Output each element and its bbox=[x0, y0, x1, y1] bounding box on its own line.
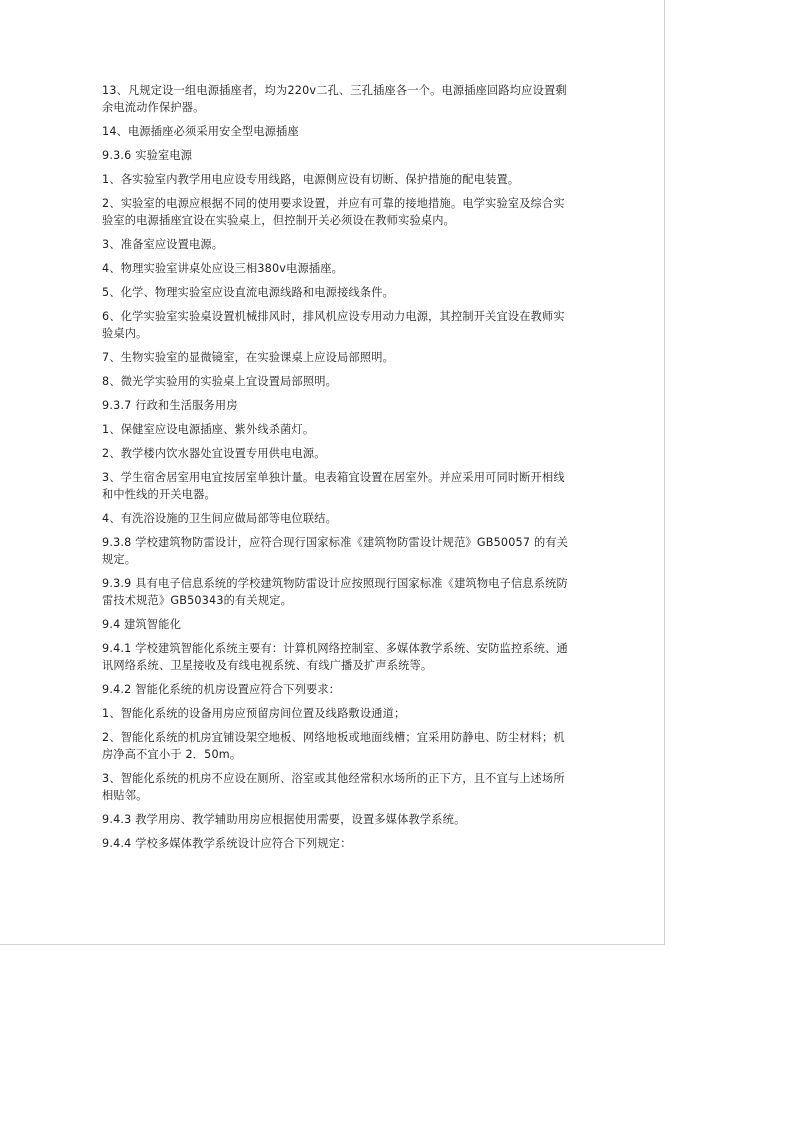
paragraph: 8、微光学实验用的实验桌上宜设置局部照明。 bbox=[102, 375, 338, 388]
section-heading: 9.3.7 行政和生活服务用房 bbox=[102, 399, 238, 412]
paragraph: 7、生物实验室的显微镜室，在实验课桌上应设局部照明。 bbox=[102, 351, 395, 364]
page-content bbox=[102, 82, 574, 859]
paragraph: 4、有洗浴设施的卫生间应做局部等电位联结。 bbox=[102, 512, 338, 525]
paragraph: 3、准备室应设置电源。 bbox=[102, 238, 224, 251]
paragraph: 2、智能化系统的机房宜铺设架空地板、网络地板或地面线槽；宜采用防静电、防尘材料；机房净高不宜小于 2．50m。 bbox=[102, 731, 565, 761]
paragraph: 3、智能化系统的机房不应设在厕所、浴室或其他经常积水场所的正下方，且不宜与上述场所相贴邻。 bbox=[102, 772, 565, 802]
section-heading: 9.4 建筑智能化 bbox=[102, 618, 182, 631]
clause: 9.4.1 学校建筑智能化系统主要有：计算机网络控制室、多媒体教学系统、安防监控系统、通讯网络系统、卫星接收及有线电视系统、有线广播及扩声系统等。 bbox=[102, 642, 568, 672]
paragraph: 2、实验室的电源应根据不同的使用要求设置，并应有可靠的接地措施。电学实验室及综合实验室的电源插座宜设在实验桌上，但控制开关必须设在教师实验桌内。 bbox=[102, 197, 565, 227]
paragraph: 14、电源插座必须采用安全型电源插座 bbox=[102, 125, 299, 138]
paragraph: 13、凡规定设一组电源插座者，均为220v二孔、三孔插座各一个。电源插座回路均应设置剩余电流动作保护器。 bbox=[102, 84, 567, 114]
clause: 9.3.9 具有电子信息系统的学校建筑物防雷设计应按照现行国家标准《建筑物电子信息系统防雷技术规范》GB50343的有关规定。 bbox=[102, 577, 568, 607]
paragraph: 1、智能化系统的设备用房应预留房间位置及线路敷设通道； bbox=[102, 707, 406, 720]
clause: 9.4.2 智能化系统的机房设置应符合下列要求： bbox=[102, 683, 341, 696]
paragraph: 5、化学、物理实验室应设直流电源线路和电源接线条件。 bbox=[102, 286, 395, 299]
paragraph: 6、化学实验室实验桌设置机械排风时，排风机应设专用动力电源，其控制开关宜设在教师实验桌内。 bbox=[102, 310, 565, 340]
paragraph: 4、物理实验室讲桌处应设三相380v电源插座。 bbox=[102, 262, 344, 275]
clause: 9.4.3 教学用房、教学辅助用房应根据使用需要，设置多媒体教学系统。 bbox=[102, 813, 466, 826]
clause: 9.4.4 学校多媒体教学系统设计应符合下列规定： bbox=[102, 837, 352, 850]
clause: 9.3.8 学校建筑物防雷设计，应符合现行国家标准《建筑物防雷设计规范》GB50057 的有关规定。 bbox=[102, 536, 569, 566]
paragraph: 3、学生宿舍居室用电宜按居室单独计量。电表箱宜设置在居室外。并应采用可同时断开相线和中性线的开关电器。 bbox=[102, 471, 565, 501]
paragraph: 1、保健室应设电源插座、紫外线杀菌灯。 bbox=[102, 423, 315, 436]
paragraph: 1、各实验室内教学用电应设专用线路，电源侧应设有切断、保护措施的配电装置。 bbox=[102, 173, 520, 186]
paragraph: 2、教学楼内饮水器处宜设置专用供电电源。 bbox=[102, 447, 326, 460]
section-heading: 9.3.6 实验室电源 bbox=[102, 149, 193, 162]
